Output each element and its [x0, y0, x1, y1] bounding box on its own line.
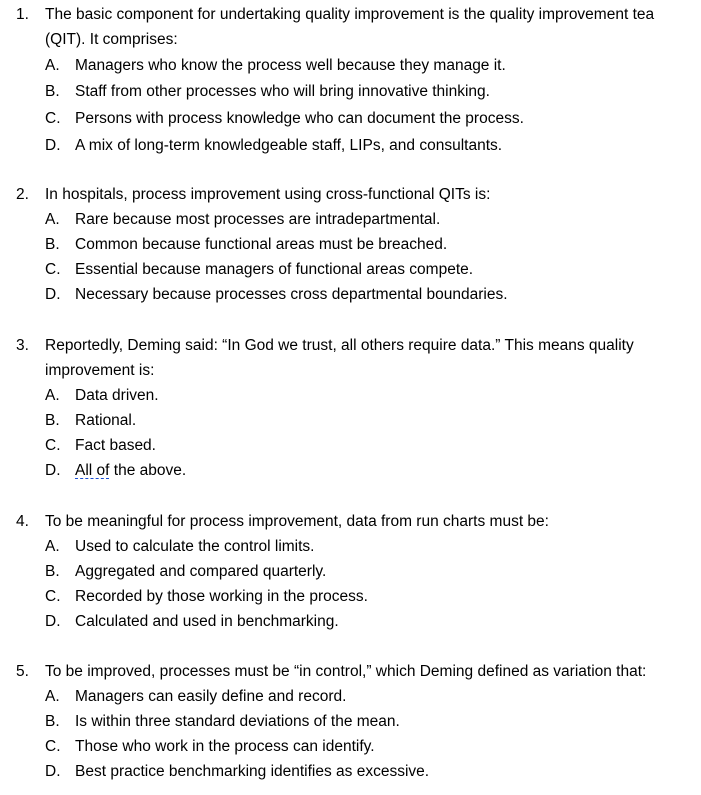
- question-number: 3.: [16, 337, 29, 354]
- option-letter: D.: [45, 613, 61, 630]
- question-text: To be improved, processes must be “in control,” which Deming defined as variation that:: [45, 663, 647, 680]
- option-text: A mix of long-term knowledgeable staff, LIPs, and consultants.: [75, 137, 503, 154]
- question-text: Reportedly, Deming said: “In God we trust, all others require data.” This means quality: [45, 337, 634, 354]
- option-b: [0, 709, 701, 734]
- question-1-stem-line-1: [0, 2, 701, 27]
- question-3-stem-line-1: [0, 333, 701, 358]
- question-5: [0, 659, 701, 784]
- option-letter: C.: [45, 437, 61, 454]
- question-1: [0, 2, 701, 158]
- option-text: Managers can easily define and record.: [75, 688, 347, 705]
- option-letter: D.: [45, 462, 61, 479]
- option-a: [0, 207, 701, 232]
- option-c: [0, 257, 701, 282]
- option-letter: C.: [45, 110, 61, 127]
- option-a: [0, 383, 701, 408]
- option-text: Aggregated and compared quarterly.: [75, 563, 327, 580]
- option-a: [0, 53, 701, 78]
- option-text: Is within three standard deviations of the mean.: [75, 713, 400, 730]
- option-c: [0, 584, 701, 609]
- spellcheck-underlined-text[interactable]: All of: [75, 462, 110, 479]
- question-2: [0, 182, 701, 307]
- option-letter: C.: [45, 738, 61, 755]
- option-letter: C.: [45, 588, 61, 605]
- option-letter: A.: [45, 387, 60, 404]
- question-number: 5.: [16, 663, 29, 680]
- option-text: Persons with process knowledge who can document the process.: [75, 110, 524, 127]
- option-d: [0, 759, 701, 784]
- option-letter: B.: [45, 563, 60, 580]
- option-text: Calculated and used in benchmarking.: [75, 613, 339, 630]
- option-text: Common because functional areas must be breached.: [75, 236, 448, 253]
- option-letter: B.: [45, 713, 60, 730]
- option-text: Rare because most processes are intradepartmental.: [75, 211, 441, 228]
- question-text: In hospitals, process improvement using cross-functional QITs is:: [45, 186, 491, 203]
- option-letter: D.: [45, 137, 61, 154]
- question-2-stem-line-1: [0, 182, 701, 207]
- option-letter: C.: [45, 261, 61, 278]
- option-letter: B.: [45, 236, 60, 253]
- option-text: Data driven.: [75, 387, 159, 404]
- option-c: [0, 734, 701, 759]
- option-letter: A.: [45, 688, 60, 705]
- option-d: [0, 609, 701, 634]
- question-text-continued: (QIT). It comprises:: [45, 31, 178, 48]
- question-number: 2.: [16, 186, 29, 203]
- option-letter: D.: [45, 286, 61, 303]
- option-b: [0, 79, 701, 104]
- option-letter: B.: [45, 83, 60, 100]
- question-1-stem-line-2: [0, 27, 701, 52]
- option-text: Those who work in the process can identify.: [75, 738, 375, 755]
- option-letter: D.: [45, 763, 61, 780]
- option-text: Recorded by those working in the process.: [75, 588, 368, 605]
- option-d: [0, 133, 701, 158]
- option-a: [0, 534, 701, 559]
- option-c: [0, 433, 701, 458]
- option-letter: A.: [45, 538, 60, 555]
- option-a: [0, 684, 701, 709]
- question-3-stem-line-2: [0, 358, 701, 383]
- option-text: Fact based.: [75, 437, 156, 454]
- question-number: 1.: [16, 6, 29, 23]
- option-d: [0, 458, 701, 483]
- option-text: Used to calculate the control limits.: [75, 538, 315, 555]
- question-text: The basic component for undertaking quality improvement is the quality improvement tea: [45, 6, 655, 23]
- option-text: Best practice benchmarking identifies as excessive.: [75, 763, 430, 780]
- question-5-stem-line-1: [0, 659, 701, 684]
- option-text: Essential because managers of functional areas compete.: [75, 261, 474, 278]
- option-letter: B.: [45, 412, 60, 429]
- option-text: Managers who know the process well because they manage it.: [75, 57, 506, 74]
- option-d: [0, 282, 701, 307]
- option-text: Necessary because processes cross departmental boundaries.: [75, 286, 508, 303]
- option-b: [0, 408, 701, 433]
- option-b: [0, 559, 701, 584]
- question-4-stem-line-1: [0, 509, 701, 534]
- option-text-rest: the above.: [109, 462, 187, 479]
- option-text: [75, 458, 186, 483]
- option-b: [0, 232, 701, 257]
- option-c: [0, 106, 701, 131]
- option-text: Staff from other processes who will bring innovative thinking.: [75, 83, 490, 100]
- question-text-continued: improvement is:: [45, 362, 155, 379]
- question-text: To be meaningful for process improvement, data from run charts must be:: [45, 513, 549, 530]
- option-letter: A.: [45, 211, 60, 228]
- option-text: Rational.: [75, 412, 137, 429]
- question-3: [0, 333, 701, 483]
- question-4: [0, 509, 701, 634]
- question-number: 4.: [16, 513, 29, 530]
- option-letter: A.: [45, 57, 60, 74]
